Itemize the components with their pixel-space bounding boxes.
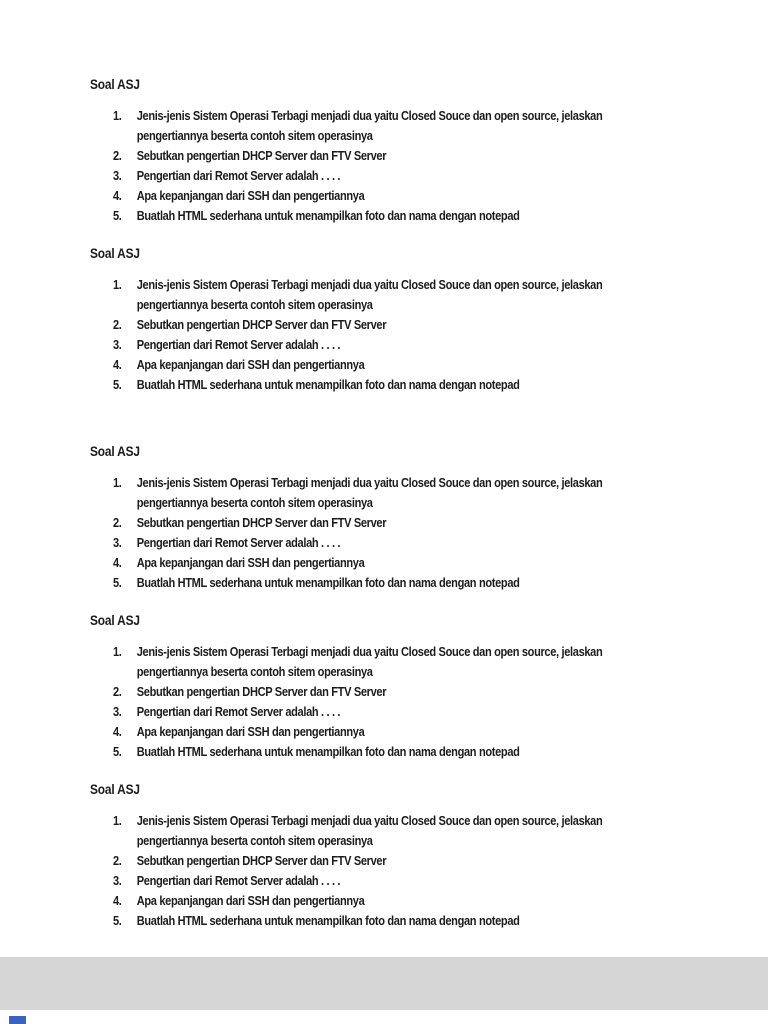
question-item: [90, 702, 762, 722]
item-number: 3.: [112, 535, 122, 550]
item-number: 2.: [112, 853, 122, 868]
item-text: Sebutkan pengertian DHCP Server dan FTV Server: [136, 148, 387, 163]
item-number: 1.: [112, 475, 122, 490]
item-text: Buatlah HTML sederhana untuk menampilkan foto dan nama dengan notepad: [136, 913, 520, 928]
item-text: Apa kepanjangan dari SSH dan pengertiannya: [136, 893, 365, 908]
item-text: Buatlah HTML sederhana untuk menampilkan foto dan nama dengan notepad: [136, 575, 520, 590]
item-number-spacer: [113, 831, 137, 851]
item-text: Buatlah HTML sederhana untuk menampilkan foto dan nama dengan notepad: [136, 377, 520, 392]
item-text: Jenis-jenis Sistem Operasi Terbagi menjadi dua yaitu Closed Souce dan open source, jelaskan: [136, 277, 603, 292]
question-item: [90, 166, 762, 186]
item-text: Apa kepanjangan dari SSH dan pengertiannya: [136, 357, 365, 372]
item-number: 4.: [112, 893, 122, 908]
question-item: [90, 335, 762, 355]
question-item-wrap-line: [90, 662, 762, 682]
item-number: 5.: [112, 377, 122, 392]
question-item: [90, 682, 762, 702]
question-item: [90, 911, 762, 931]
question-item: [90, 106, 762, 126]
item-number: 1.: [112, 813, 122, 828]
question-item-wrap-line: [90, 295, 762, 315]
question-item-wrap-line: [90, 831, 762, 851]
question-item: [90, 533, 762, 553]
question-item-wrap-line: [90, 126, 762, 146]
item-number: 4.: [112, 724, 122, 739]
item-text: Jenis-jenis Sistem Operasi Terbagi menjadi dua yaitu Closed Souce dan open source, jelaskan: [136, 813, 603, 828]
item-number: 4.: [112, 357, 122, 372]
question-item: [90, 315, 762, 335]
item-number: 2.: [112, 148, 122, 163]
item-number-spacer: [113, 295, 137, 315]
block-title: Soal ASJ: [90, 781, 140, 797]
question-item: [90, 891, 762, 911]
question-item: [90, 722, 762, 742]
block-title: Soal ASJ: [90, 76, 140, 92]
item-text: Buatlah HTML sederhana untuk menampilkan foto dan nama dengan notepad: [136, 744, 520, 759]
question-item: [90, 553, 762, 573]
item-text: pengertiannya beserta contoh sitem operasinya: [136, 664, 373, 679]
item-text: Jenis-jenis Sistem Operasi Terbagi menjadi dua yaitu Closed Souce dan open source, jelaskan: [136, 644, 603, 659]
item-text: Apa kepanjangan dari SSH dan pengertiannya: [136, 555, 365, 570]
page-gap: [0, 957, 768, 1010]
question-item: [90, 355, 762, 375]
item-text: Pengertian dari Remot Server adalah . . . .: [136, 337, 341, 352]
item-number: 3.: [112, 337, 122, 352]
question-block: [90, 441, 762, 593]
item-text: pengertiannya beserta contoh sitem operasinya: [136, 495, 373, 510]
item-number: 2.: [112, 684, 122, 699]
item-number: 2.: [112, 515, 122, 530]
question-item: [90, 186, 762, 206]
document-body: [90, 74, 762, 948]
question-item: [90, 375, 762, 395]
item-text: Jenis-jenis Sistem Operasi Terbagi menjadi dua yaitu Closed Souce dan open source, jelaskan: [136, 108, 603, 123]
item-number-spacer: [113, 126, 137, 146]
item-text: pengertiannya beserta contoh sitem operasinya: [136, 833, 373, 848]
question-item: [90, 573, 762, 593]
item-number: 5.: [112, 913, 122, 928]
item-text: Sebutkan pengertian DHCP Server dan FTV Server: [136, 515, 387, 530]
item-number: 5.: [112, 575, 122, 590]
question-block: [90, 243, 762, 395]
item-text: Pengertian dari Remot Server adalah . . . .: [136, 168, 341, 183]
block-title: Soal ASJ: [90, 612, 140, 628]
item-text: Pengertian dari Remot Server adalah . . . .: [136, 535, 341, 550]
question-item: [90, 513, 762, 533]
item-number: 3.: [112, 873, 122, 888]
question-block: [90, 610, 762, 762]
item-text: Buatlah HTML sederhana untuk menampilkan foto dan nama dengan notepad: [136, 208, 520, 223]
item-text: Apa kepanjangan dari SSH dan pengertiannya: [136, 188, 365, 203]
item-number: 3.: [112, 704, 122, 719]
next-page-top: [0, 1010, 768, 1024]
item-text: Sebutkan pengertian DHCP Server dan FTV Server: [136, 853, 387, 868]
block-title: Soal ASJ: [90, 245, 140, 261]
item-text: pengertiannya beserta contoh sitem operasinya: [136, 297, 373, 312]
question-block: [90, 779, 762, 931]
item-number: 2.: [112, 317, 122, 332]
item-text: Pengertian dari Remot Server adalah . . . .: [136, 704, 341, 719]
item-number: 5.: [112, 208, 122, 223]
item-number: 1.: [112, 644, 122, 659]
item-number: 5.: [112, 744, 122, 759]
item-number: 1.: [112, 277, 122, 292]
item-text: Sebutkan pengertian DHCP Server dan FTV Server: [136, 317, 387, 332]
question-item: [90, 811, 762, 831]
question-item: [90, 146, 762, 166]
question-block: [90, 74, 762, 226]
item-number: 3.: [112, 168, 122, 183]
question-item-wrap-line: [90, 493, 762, 513]
item-text: pengertiannya beserta contoh sitem operasinya: [136, 128, 373, 143]
item-text: Pengertian dari Remot Server adalah . . . .: [136, 873, 341, 888]
question-item: [90, 851, 762, 871]
item-number-spacer: [113, 662, 137, 682]
question-item: [90, 871, 762, 891]
item-number: 1.: [112, 108, 122, 123]
item-text: Jenis-jenis Sistem Operasi Terbagi menjadi dua yaitu Closed Souce dan open source, jelaskan: [136, 475, 603, 490]
next-page-blue-fragment: [9, 1016, 26, 1024]
item-number-spacer: [113, 493, 137, 513]
question-item: [90, 275, 762, 295]
item-text: Apa kepanjangan dari SSH dan pengertiannya: [136, 724, 365, 739]
question-item: [90, 642, 762, 662]
question-item: [90, 206, 762, 226]
question-item: [90, 742, 762, 762]
item-number: 4.: [112, 188, 122, 203]
question-item: [90, 473, 762, 493]
item-number: 4.: [112, 555, 122, 570]
item-text: Sebutkan pengertian DHCP Server dan FTV Server: [136, 684, 387, 699]
block-title: Soal ASJ: [90, 443, 140, 459]
